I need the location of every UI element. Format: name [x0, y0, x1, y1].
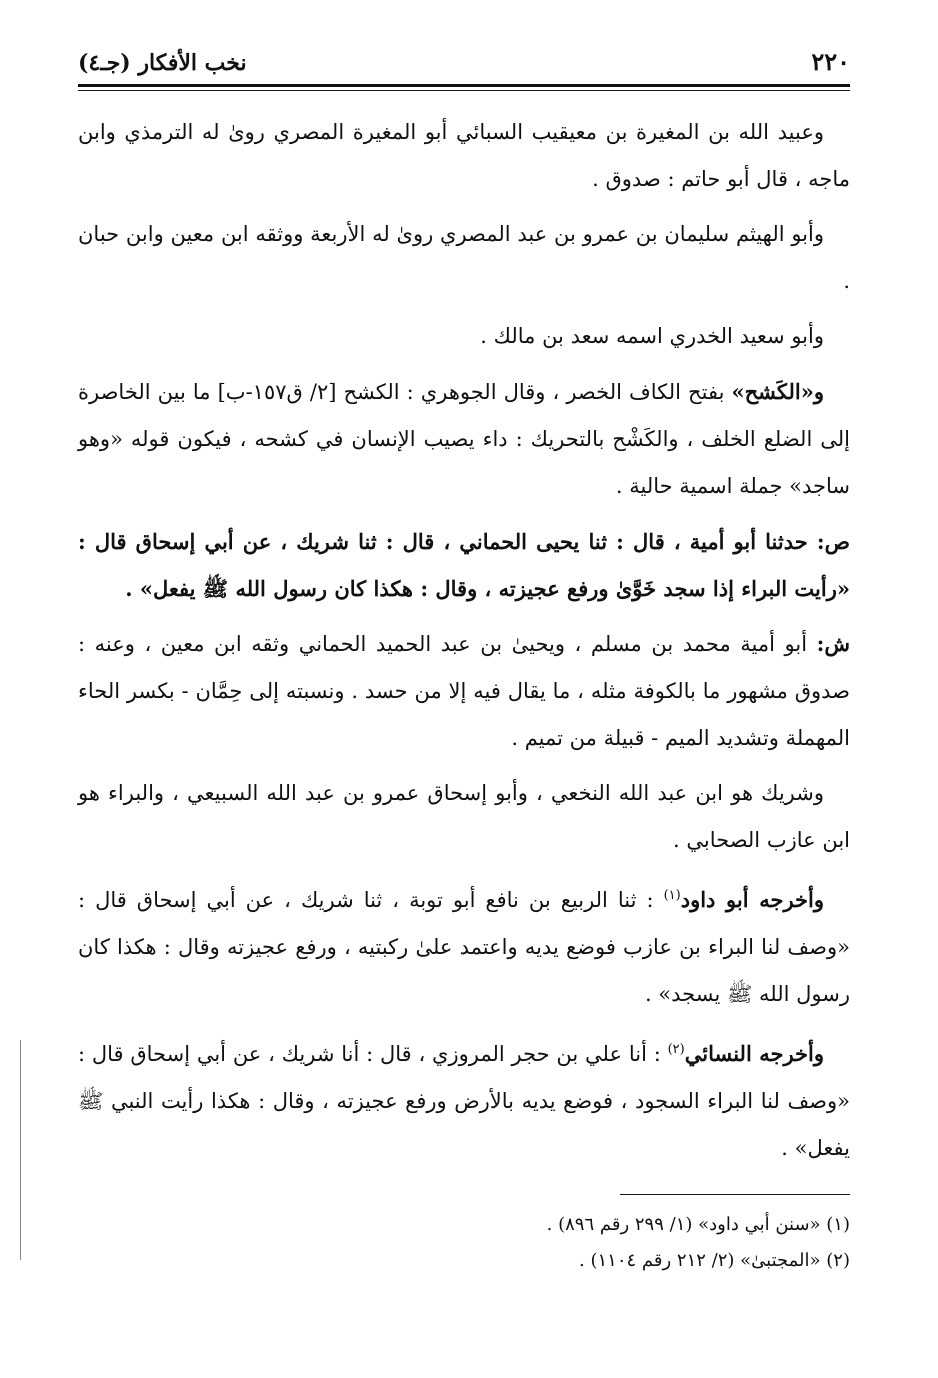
footnote-2: (٢) «المجتبىٰ» (٢/ ٢١٢ رقم ١١٠٤) .: [579, 1250, 850, 1271]
abu-dawud-lead: وأخرجه أبو داود: [680, 887, 824, 912]
nasai-lead: وأخرجه النسائي: [684, 1041, 825, 1066]
footnote-ref-1[interactable]: (١): [663, 888, 681, 903]
shin-marker: ش:: [816, 631, 850, 656]
paragraph-5-hadith: ص: حدثنا أبو أمية ، قال : ثنا يحيى الحماني ، قال : ثنا شريك ، عن أبي إسحاق قال : «رأيت البراء إذا سجد خَوَّىٰ ورفع عجيزته ، وقال : هكذا كان رسول الله ﷺ يفعل» .: [78, 529, 850, 601]
header-rule: [78, 84, 850, 91]
paragraph-2: وأبو الهيثم سليمان بن عمرو بن عبد المصري روىٰ له الأربعة ووثقه ابن معين وابن حبان .: [78, 222, 850, 293]
page-header: [78, 40, 850, 84]
paragraph-6: ش: أبو أمية محمد بن مسلم ، ويحيىٰ بن عبد الحميد الحماني وثقه ابن معين ، وعنه : صدوق مشهور ما بالكوفة مثله ، ما يقال فيه إلا من حسد . ونسبته إلى حِمَّان - بكسر الحاء المهملة وتشديد الميم - قبيلة من تميم .: [78, 631, 850, 750]
footnote-1: (١) «سنن أبي داود» (١/ ٢٩٩ رقم ٨٩٦) .: [546, 1214, 850, 1235]
footnote-rule: [620, 1194, 850, 1195]
page-edge-line: [20, 1040, 21, 1260]
paragraph-1: وعبيد الله بن المغيرة بن معيقيب السبائي أبو المغيرة المصري روىٰ له الترمذي وابن ماجه ، قال أبو حاتم : صدوق .: [78, 120, 850, 191]
kashh-term: و«الكَشح»: [731, 379, 824, 404]
paragraph-3: وأبو سعيد الخدري اسمه سعد بن مالك .: [480, 324, 824, 348]
paragraph-7: وشريك هو ابن عبد الله النخعي ، وأبو إسحاق عمرو بن عبد الله السبيعي ، والبراء هو ابن عازب الصحابي .: [78, 781, 850, 852]
page-number: ٢٢٠: [811, 47, 850, 76]
book-title: نخب الأفكار (جـ٤): [78, 50, 247, 76]
footnote-ref-2[interactable]: (٢): [667, 1042, 685, 1057]
footnotes: [78, 1207, 850, 1279]
paragraph-9: وأخرجه النسائي$^{(٢)}$ : أنا علي بن حجر المروزي ، قال : أنا شريك ، عن أبي إسحاق قال : «وصف لنا البراء السجود ، فوضع يديه بالأرض ورفع عجيزته ، وقال : هكذا رأيت النبي ﷺ يفعل» .: [78, 1041, 850, 1160]
paragraph-4: و«الكَشح» بفتح الكاف الخصر ، وقال الجوهري : الكشح [٢/ ق١٥٧-ب] ما بين الخاصرة إلى الضلع الخلف ، والكَشْح بالتحريك : داء يصيب الإنسان في كشحه ، فيكون قوله «وهو ساجد» جملة اسمية حالية .: [78, 379, 850, 498]
book-page: [78, 40, 850, 1279]
paragraph-8: وأخرجه أبو داود$^{(١)}$ : ثنا الربيع بن نافع أبو توبة ، ثنا شريك ، عن أبي إسحاق قال : «وصف لنا البراء بن عازب فوضع يديه واعتمد علىٰ ركبتيه ، ورفع عجيزته وقال : هكذا كان رسول الله ﷺ يسجد» .: [78, 887, 850, 1006]
body-text: [78, 109, 850, 1172]
